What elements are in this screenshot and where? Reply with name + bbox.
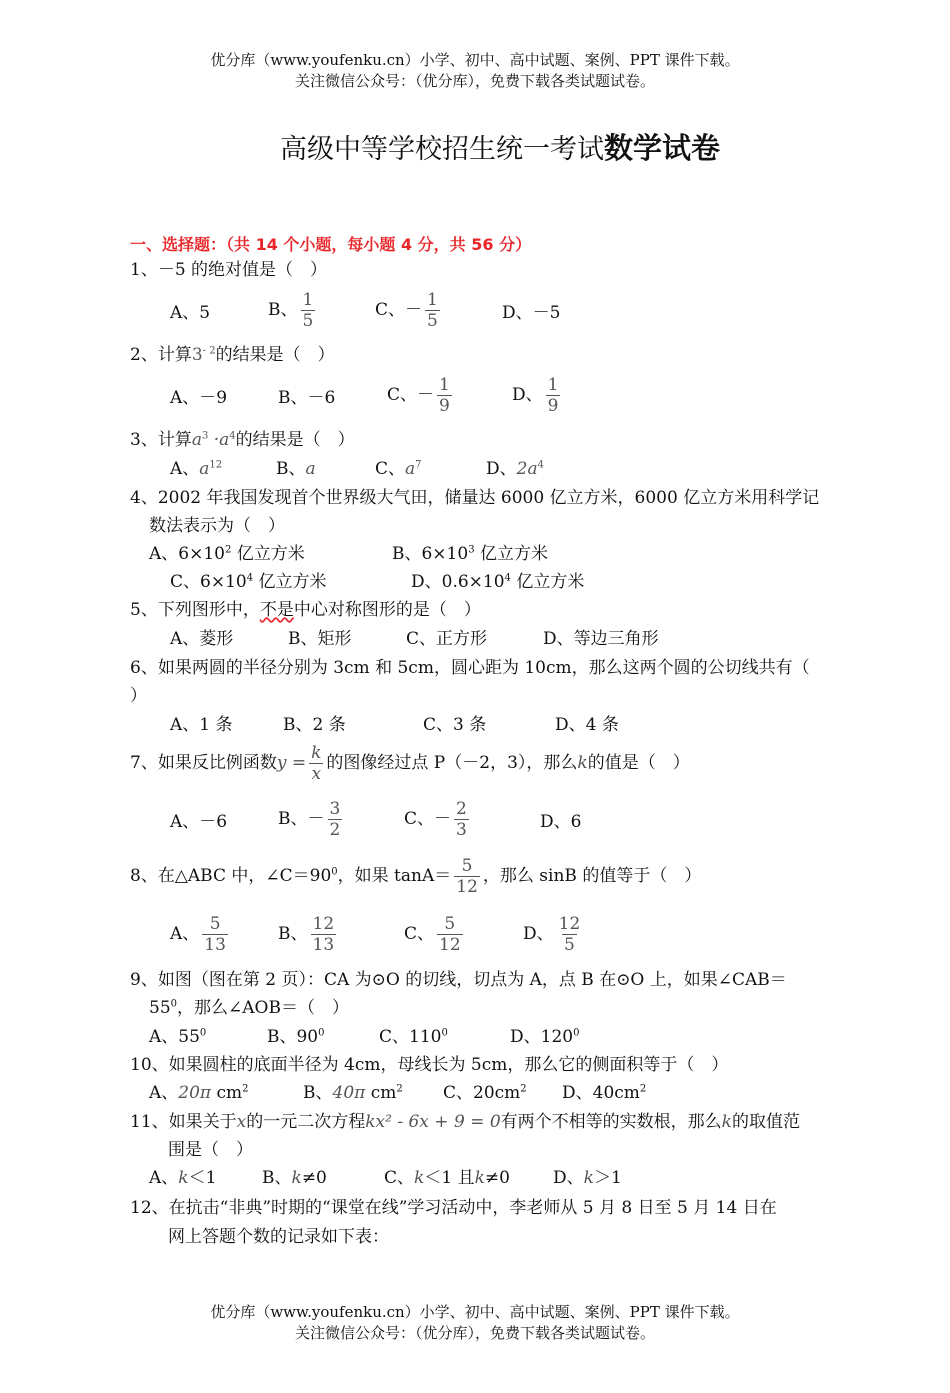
q2-option-c: C、－ $\frac{1}{9}$ xyxy=(387,375,450,416)
q1-option-d: D、－5 xyxy=(502,303,561,323)
q8-option-a: A、 $\frac{5}{13}$ xyxy=(170,914,226,955)
question-4-line-1: 4、2002 年我国发现首个世界级大气田，储量达 6000 亿立方米，6000 亿立方米用科学记 xyxy=(130,488,820,508)
question-8: 8、在△ABC 中，$\angle C=90^0$，如果 tanA＝ $\frac{5}{12}$ ，那么 sinB 的值等于（ ） xyxy=(130,856,702,897)
q9-option-c: C、$110^0$ xyxy=(379,1027,448,1047)
q6-option-c: C、3 条 xyxy=(423,715,487,735)
footer-line-1: 优分库（www.youfenku.cn）小学、初中、高中试题、案例、PPT 课件下载。 xyxy=(210,1303,740,1321)
q1-option-c: C、－ $\frac{1}{5}$ xyxy=(375,290,438,331)
question-12-line-1: 12、在抗击“非典”时期的“课堂在线”学习活动中，李老师从 5 月 8 日至 5 月 14 日在 xyxy=(130,1198,777,1218)
q5-option-c: C、正方形 xyxy=(406,629,488,649)
q1-option-a: A、5 xyxy=(170,303,211,323)
q9-option-a: A、$55^0$ xyxy=(149,1027,207,1047)
q8-option-c: C、 $\frac{5}{12}$ xyxy=(404,914,461,955)
q2-option-b: B、－6 xyxy=(278,388,336,408)
q11-option-a: A、k＜1 xyxy=(149,1168,217,1188)
q4-option-a: A、$6\times 10^2$ 亿立方米 xyxy=(149,544,305,564)
q3-option-b: B、a xyxy=(276,459,316,479)
q11-option-d: D、k＞1 xyxy=(553,1168,622,1188)
question-11-line-1: 11、如果关于x的一元二次方程kx² - 6x + 9 = 0有两个不相等的实数根，那么k的取值范 xyxy=(130,1112,800,1132)
q2-option-a: A、－9 xyxy=(170,388,228,408)
q10-option-c: C、$20cm^2$ xyxy=(443,1083,527,1103)
q11-option-c: C、k＜1 且k≠0 xyxy=(384,1168,510,1188)
q2-option-d: D、 $\frac{1}{9}$ xyxy=(512,375,559,416)
footer-line-2: 关注微信公众号：（优分库），免费下载各类试题试卷。 xyxy=(294,1324,655,1342)
question-7: 7、如果反比例函数y = $\frac{k}{x}$ 的图像经过点 P（－2，3），那么k的值是（ ） xyxy=(130,743,690,784)
q1-option-b: B、 $\frac{1}{5}$ xyxy=(268,290,314,331)
emphasis-not: 不是 xyxy=(259,600,294,620)
question-1: 1、－5 的绝对值是（ ） xyxy=(130,260,328,280)
question-9-line-1: 9、如图（图在第 2 页）：CA 为⊙O 的切线，切点为 A，点 B 在⊙O 上，如果∠CAB＝ xyxy=(130,970,787,990)
question-6-line-2: ） xyxy=(130,686,147,706)
q8-option-b: B、 $\frac{12}{13}$ xyxy=(278,914,335,955)
q5-option-b: B、矩形 xyxy=(288,629,352,649)
header-line-2: 关注微信公众号：（优分库），免费下载各类试题试卷。 xyxy=(294,72,655,90)
q6-option-a: A、1 条 xyxy=(170,715,233,735)
q5-option-a: A、菱形 xyxy=(170,629,234,649)
section-heading: 一、选择题：（共 14 个小题，每小题 4 分，共 56 分） xyxy=(130,235,532,254)
title-main: 高级中等学校招生统一考试 xyxy=(279,134,604,165)
header-line-1: 优分库（www.youfenku.cn）小学、初中、高中试题、案例、PPT 课件下载。 xyxy=(210,51,740,69)
q6-option-d: D、4 条 xyxy=(555,715,619,735)
q10-option-b: B、40π $cm^2$ xyxy=(303,1083,403,1103)
q7-option-c: C、－ $\frac{2}{3}$ xyxy=(404,799,467,840)
q10-option-d: D、$40cm^2$ xyxy=(562,1083,647,1103)
q7-option-b: B、－ $\frac{3}{2}$ xyxy=(278,799,341,840)
question-3: 3、计算$a^3 \cdot a^4$的结果是（ ） xyxy=(130,430,355,450)
q8-option-d: D、 $\frac{12}{5}$ xyxy=(523,914,581,955)
question-2: 2、计算$3^{- 2}$的结果是（ ） xyxy=(130,345,335,365)
q9-option-b: B、$90^0$ xyxy=(267,1027,325,1047)
question-5: 5、下列图形中，不是中心对称图形的是（ ） xyxy=(130,600,481,620)
question-6-line-1: 6、如果两圆的半径分别为 3cm 和 5cm，圆心距为 10cm，那么这两个圆的公切线共有（ xyxy=(130,658,810,678)
q10-option-a: A、20π $cm^2$ xyxy=(149,1083,249,1103)
q3-option-d: D、$2a^4$ xyxy=(486,459,544,479)
q7-option-a: A、－6 xyxy=(170,812,228,832)
page-title xyxy=(0,126,950,167)
question-11-line-2: 围是（ ） xyxy=(168,1140,253,1160)
question-4-line-2: 数法表示为（ ） xyxy=(149,516,285,536)
title-bold: 数学试卷 xyxy=(603,131,720,165)
question-10: 10、如果圆柱的底面半径为 4cm，母线长为 5cm，那么它的侧面积等于（ ） xyxy=(130,1055,729,1075)
q7-option-d: D、6 xyxy=(540,812,582,832)
q3-option-a: A、$a^{12}$ xyxy=(170,459,223,479)
q3-option-c: C、$a^7$ xyxy=(375,459,422,479)
question-9-line-2: $55^0$，那么∠AOB＝（ ） xyxy=(149,998,349,1018)
q5-option-d: D、等边三角形 xyxy=(543,629,659,649)
q4-option-d: D、$0.6\times 10^4$ 亿立方米 xyxy=(411,572,585,592)
q11-option-b: B、k≠0 xyxy=(262,1168,327,1188)
q4-option-b: B、$6\times 10^3$ 亿立方米 xyxy=(392,544,548,564)
q4-option-c: C、$6\times 10^4$ 亿立方米 xyxy=(170,572,327,592)
q9-option-d: D、$120^0$ xyxy=(510,1027,580,1047)
question-12-line-2: 网上答题个数的记录如下表： xyxy=(168,1227,389,1247)
q6-option-b: B、2 条 xyxy=(283,715,346,735)
